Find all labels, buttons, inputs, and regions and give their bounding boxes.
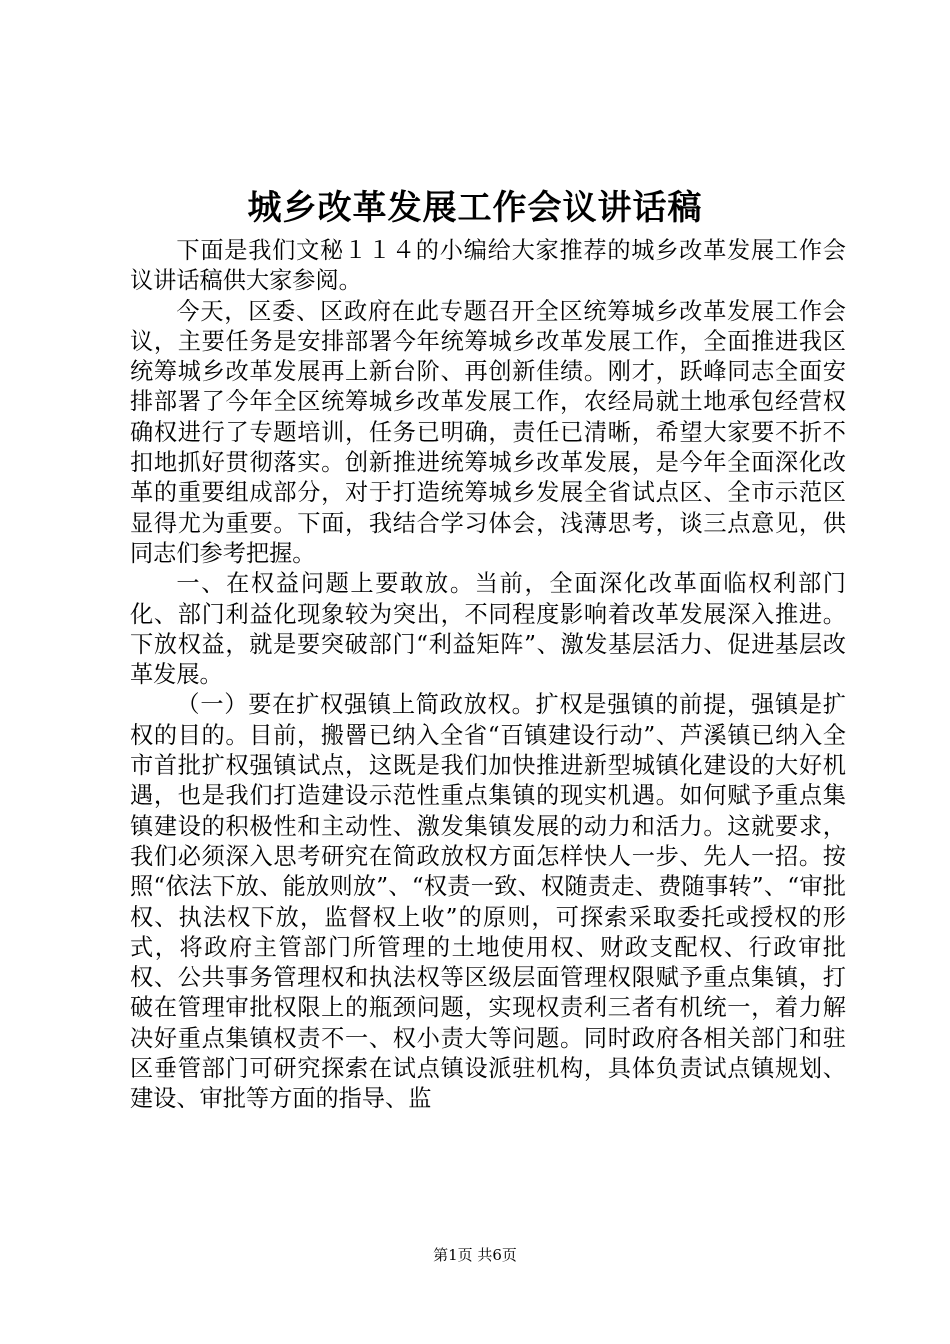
paragraph-subsection-one: （一）要在扩权强镇上简政放权。扩权是强镇的前提，强镇是扩权的目的。目前，搬罾已纳入全省“百镇建设行动”、芦溪镇已纳入全市首批扩权强镇试点，这既是我们加快推进新型城镇化建设的大好机遇，也是我们打造建设示范性重点集镇的现实机遇。如何赋予重点集镇建设的积极性和主动性、激发集镇发展的动力和活力。这就要求，我们必须深入思考研究在简政放权方面怎样快人一步、先人一招。按照“依法下放、能放则放”、“权责一致、权随责走、费随事转”、“审批权、执法权下放，监督权上收”的原则，可探索采取委托或授权的形式，将政府主管部门所管理的土地使用权、财政支配权、行政审批权、公共事务管理权和执法权等区级层面管理权限赋予重点集镇，打破在管理审批权限上的瓶颈问题，实现权责利三者有机统一，着力解决好重点集镇权责不一、权小责大等问题。同时政府各相关部门和驻区垂管部门可研究探索在试点镇设派驻机构，具体负责试点镇规划、建设、审批等方面的指导、监	[130, 691, 846, 1113]
paragraph-intro: 下面是我们文秘１１４的小编给大家推荐的城乡改革发展工作会议讲话稿供大家参阅。	[130, 237, 846, 295]
paragraph-opening: 今天，区委、区政府在此专题召开全区统筹城乡改革发展工作会议，主要任务是安排部署今年统筹城乡改革发展工作，全面推进我区统筹城乡改革发展再上新台阶、再创新佳绩。刚才，跃峰同志全面安排部署了今年全区统筹城乡改革发展工作，农经局就土地承包经营权确权进行了专题培训，任务已明确，责任已清晰，希望大家要不折不扣地抓好贯彻落实。创新推进统筹城乡改革发展，是今年全面深化改革的重要组成部分，对于打造统筹城乡发展全省试点区、全市示范区显得尤为重要。下面，我结合学习体会，浅薄思考，谈三点意见，供同志们参考把握。	[130, 297, 846, 567]
page-footer: 第1页 共6页	[433, 1246, 517, 1264]
paragraph-section-one: 一、在权益问题上要敢放。当前，全面深化改革面临权利部门化、部门利益化现象较为突出，不同程度影响着改革发展深入推进。下放权益，就是要突破部门“利益矩阵”、激发基层活力、促进基层改革发展。	[130, 570, 846, 689]
document-body	[130, 236, 846, 1115]
document-title: 城乡改革发展工作会议讲话稿	[247, 188, 703, 228]
